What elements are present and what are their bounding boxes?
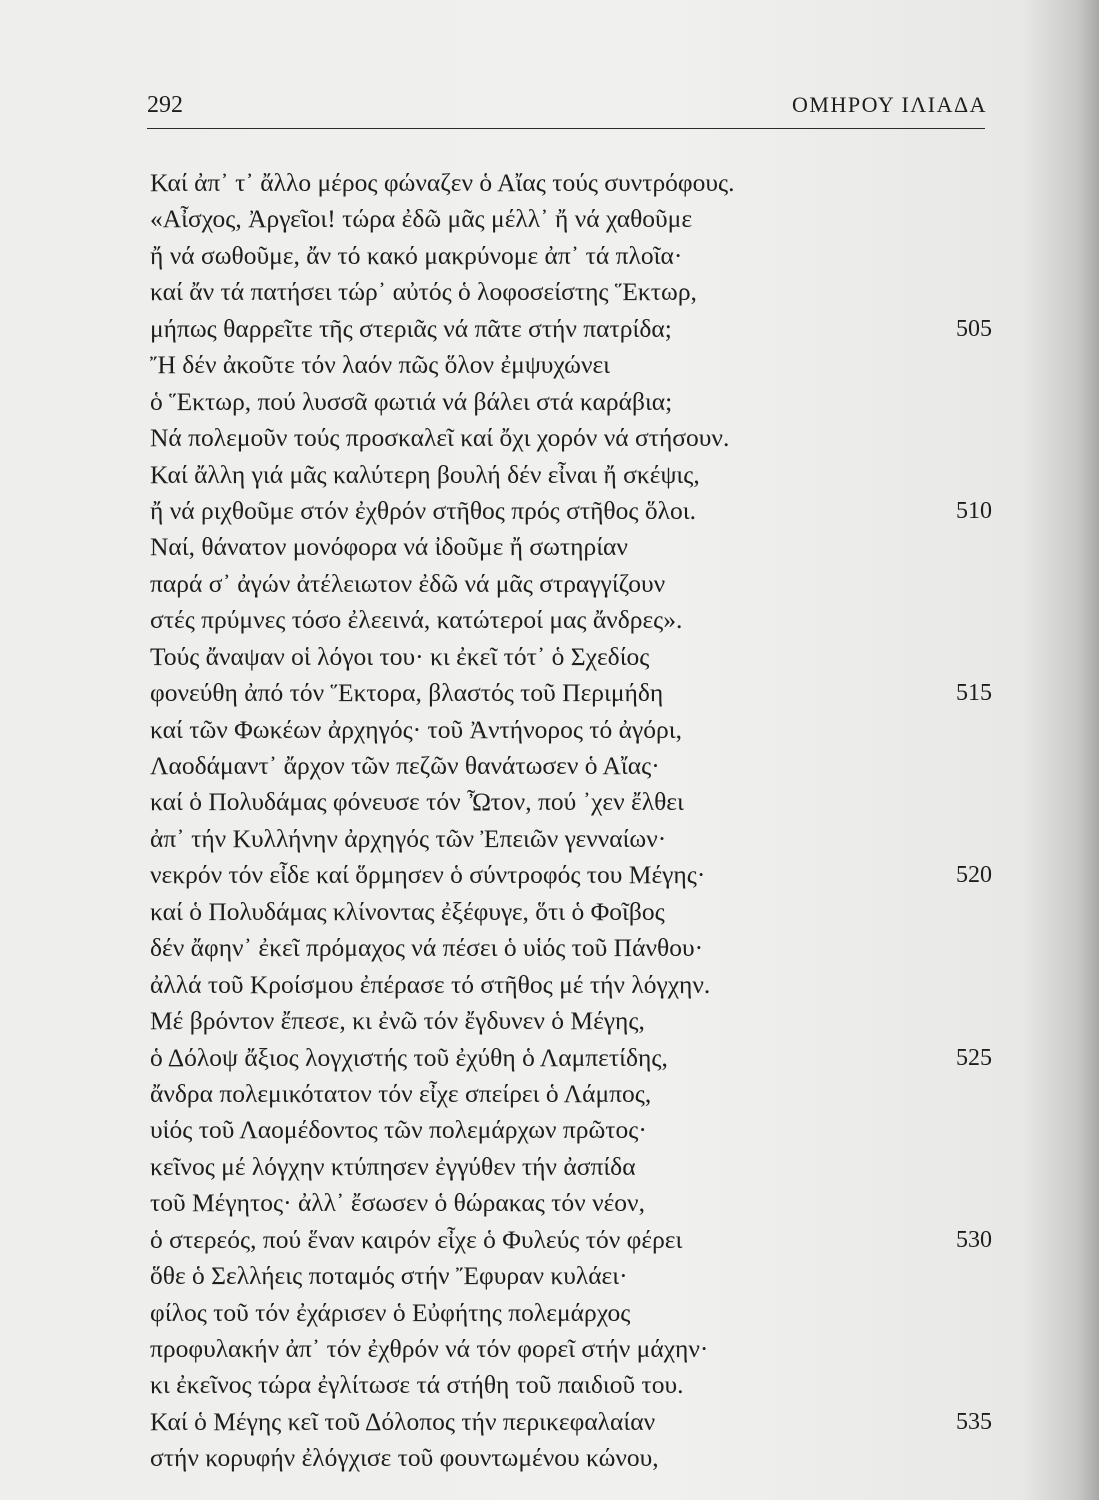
verse-line [150,894,992,930]
verse-line [150,1222,992,1258]
verse-text: ὁ στερεός, πού ἕναν καιρόν εἶχε ὁ Φυλεύς τόν φέρει [150,1224,683,1254]
verse-line [150,784,992,820]
verse-line [150,930,992,966]
verse-text: κι ἐκεῖνος τώρα ἐγλίτωσε τά στήθη τοῦ παιδιοῦ του. [150,1370,684,1400]
verse-text: νεκρόν τόν εἶδε καί ὅρμησεν ὁ σύντροφός του Μέγης· [150,860,706,890]
verse-line [150,1295,992,1331]
verse-line [150,493,992,529]
verse-line [150,311,992,347]
page-number: 292 [147,92,183,118]
verse-line [150,639,992,675]
verse-text: καί τῶν Φωκέων ἀρχηγός· τοῦ Ἀντήνορος τό ἀγόρι, [150,714,683,744]
header-rule [147,128,985,129]
verse-text: στήν κορυφήν ἐλόγχισε τοῦ φουντωμένου κώνου, [150,1443,659,1473]
line-number: 505 [956,315,992,342]
verse-line [150,1367,992,1403]
verse-text: καί ὁ Πολυδάμας φόνευσε τόν Ὦτον, πού ᾽χεν ἔλθει [150,787,684,817]
verse-text: Νά πολεμοῦν τούς προσκαλεῖ καί ὄχι χορόν νά στήσουν. [150,423,730,453]
verse-text: Μέ βρόντον ἔπεσε, κι ἐνῶ τόν ἔγδυνεν ὁ Μέγης, [150,1006,645,1036]
verse-line [150,602,992,638]
verse-text: τοῦ Μέγητος· ἀλλ᾽ ἔσωσεν ὁ θώρακας τόν νέον, [150,1188,645,1218]
verse-line [150,1331,992,1367]
verse-text: Ναί, θάνατον μονόφορα νά ἰδοῦμε ἤ σωτηρίαν [150,532,628,562]
verse-line [150,566,992,602]
line-number: 535 [956,1408,992,1435]
verse-line [150,1404,992,1440]
verse-text: φονεύθη ἀπό τόν Ἕκτορα, βλαστός τοῦ Περιμήδη [150,678,664,708]
verse-line [150,274,992,310]
verse-text: «Αἶσχος, Ἀργεῖοι! τώρα ἐδῶ μᾶς μέλλ᾽ ἤ νά χαθοῦμε [150,204,693,234]
verse-line [150,1149,992,1185]
verse-text: ὁ Ἕκτωρ, πού λυσσᾶ φωτιά νά βάλει στά καράβια; [150,386,673,416]
verse-line [150,384,992,420]
verse-line [150,857,992,893]
verse-line [150,748,992,784]
verse-line [150,1185,992,1221]
verse-text: στές πρύμνες τόσο ἐλεεινά, κατώτεροί μας ἄνδρες». [150,605,683,635]
verse-text: δέν ἄφην᾽ ἐκεῖ πρόμαχος νά πέσει ὁ υἱός τοῦ Πάνθου· [150,933,704,963]
verse-text: ὅθε ὁ Σελλήεις ποταμός στήν Ἔφυραν κυλάει· [150,1261,628,1291]
verse-text: κεῖνος μέ λόγχην κτύπησεν ἐγγύθεν τήν ἀσπίδα [150,1151,636,1181]
verse-text: μήπως θαρρεῖτε τῆς στεριᾶς νά πᾶτε στήν πατρίδα; [150,313,672,343]
verse-text: Καί ἀπ᾽ τ᾽ ἄλλο μέρος φώναζεν ὁ Αἴας τούς συντρόφους. [150,168,735,197]
running-title: ΟΜΗΡΟΥ ΙΛΙΑΔΑ [792,92,987,117]
verse-text: ὁ Δόλοψ ἄξιος λογχιστής τοῦ ἐχύθη ὁ Λαμπετίδης, [150,1042,668,1072]
verse-line [150,529,992,565]
verse-line [150,457,992,493]
verse-text: Καί ὁ Μέγης κεῖ τοῦ Δόλοπος τήν περικεφαλαίαν [150,1406,656,1436]
verse-line [150,201,992,237]
verse-text: ἀπ᾽ τήν Κυλλήνην ἀρχηγός τῶν Ἐπειῶν γενναίων· [150,823,667,853]
verse-line [150,675,992,711]
line-number: 530 [956,1226,992,1253]
verse-text: παρά σ᾽ ἀγών ἀτέλειωτον ἐδῶ νά μᾶς στραγγίζουν [150,568,666,598]
verse-line [150,1440,992,1476]
verse-line [150,1040,992,1076]
verse-text: υἱός τοῦ Λαομέδοντος τῶν πολεμάρχων πρῶτος· [150,1115,647,1145]
line-number: 510 [956,497,992,524]
line-number: 520 [956,862,992,889]
page-header [147,92,987,124]
verse-text: φίλος τοῦ τόν ἐχάρισεν ὁ Εὐφήτης πολεμάρχος [150,1297,631,1327]
verse-text: καί ὁ Πολυδάμας κλίνοντας ἐξέφυγε, ὅτι ὁ Φοῖβος [150,896,665,926]
poem-text [150,165,992,1477]
verse-text: ἀλλά τοῦ Κροίσμου ἐπέρασε τό στῆθος μέ τήν λόγχην. [150,969,711,999]
verse-line [150,1258,992,1294]
verse-line [150,1112,992,1148]
verse-text: ἤ νά ριχθοῦμε στόν ἐχθρόν στῆθος πρός στῆθος ὅλοι. [150,495,696,525]
line-number: 525 [956,1044,992,1071]
verse-line [150,165,992,201]
verse-line [150,1003,992,1039]
verse-line [150,1076,992,1112]
verse-text: ἄνδρα πολεμικότατον τόν εἶχε σπείρει ὁ Λάμπος, [150,1078,652,1108]
line-number: 515 [956,680,992,707]
verse-text: Τούς ἄναψαν οἱ λόγοι του· κι ἐκεῖ τότ᾽ ὁ Σχεδίος [150,641,650,671]
verse-line [150,420,992,456]
verse-line [150,821,992,857]
verse-text: ἤ νά σωθοῦμε, ἄν τό κακό μακρύνομε ἀπ᾽ τά πλοῖα· [150,240,683,270]
verse-line [150,712,992,748]
verse-text: προφυλακήν ἀπ᾽ τόν ἐχθρόν νά τόν φορεῖ στήν μάχην· [150,1334,709,1363]
verse-text: Λαοδάμαντ᾽ ἄρχον τῶν πεζῶν θανάτωσεν ὁ Αἴας· [150,751,660,780]
verse-text: καί ἄν τά πατήσει τώρ᾽ αὐτός ὁ λοφοσείστης Ἕκτωρ, [150,277,697,307]
verse-line [150,967,992,1003]
verse-line [150,347,992,383]
verse-text: Ἤ δέν ἀκοῦτε τόν λαόν πῶς ὅλον ἐμψυχώνει [150,350,611,380]
verse-text: Καί ἄλλη γιά μᾶς καλύτερη βουλή δέν εἶναι ἤ σκέψις, [150,459,700,489]
verse-line [150,238,992,274]
